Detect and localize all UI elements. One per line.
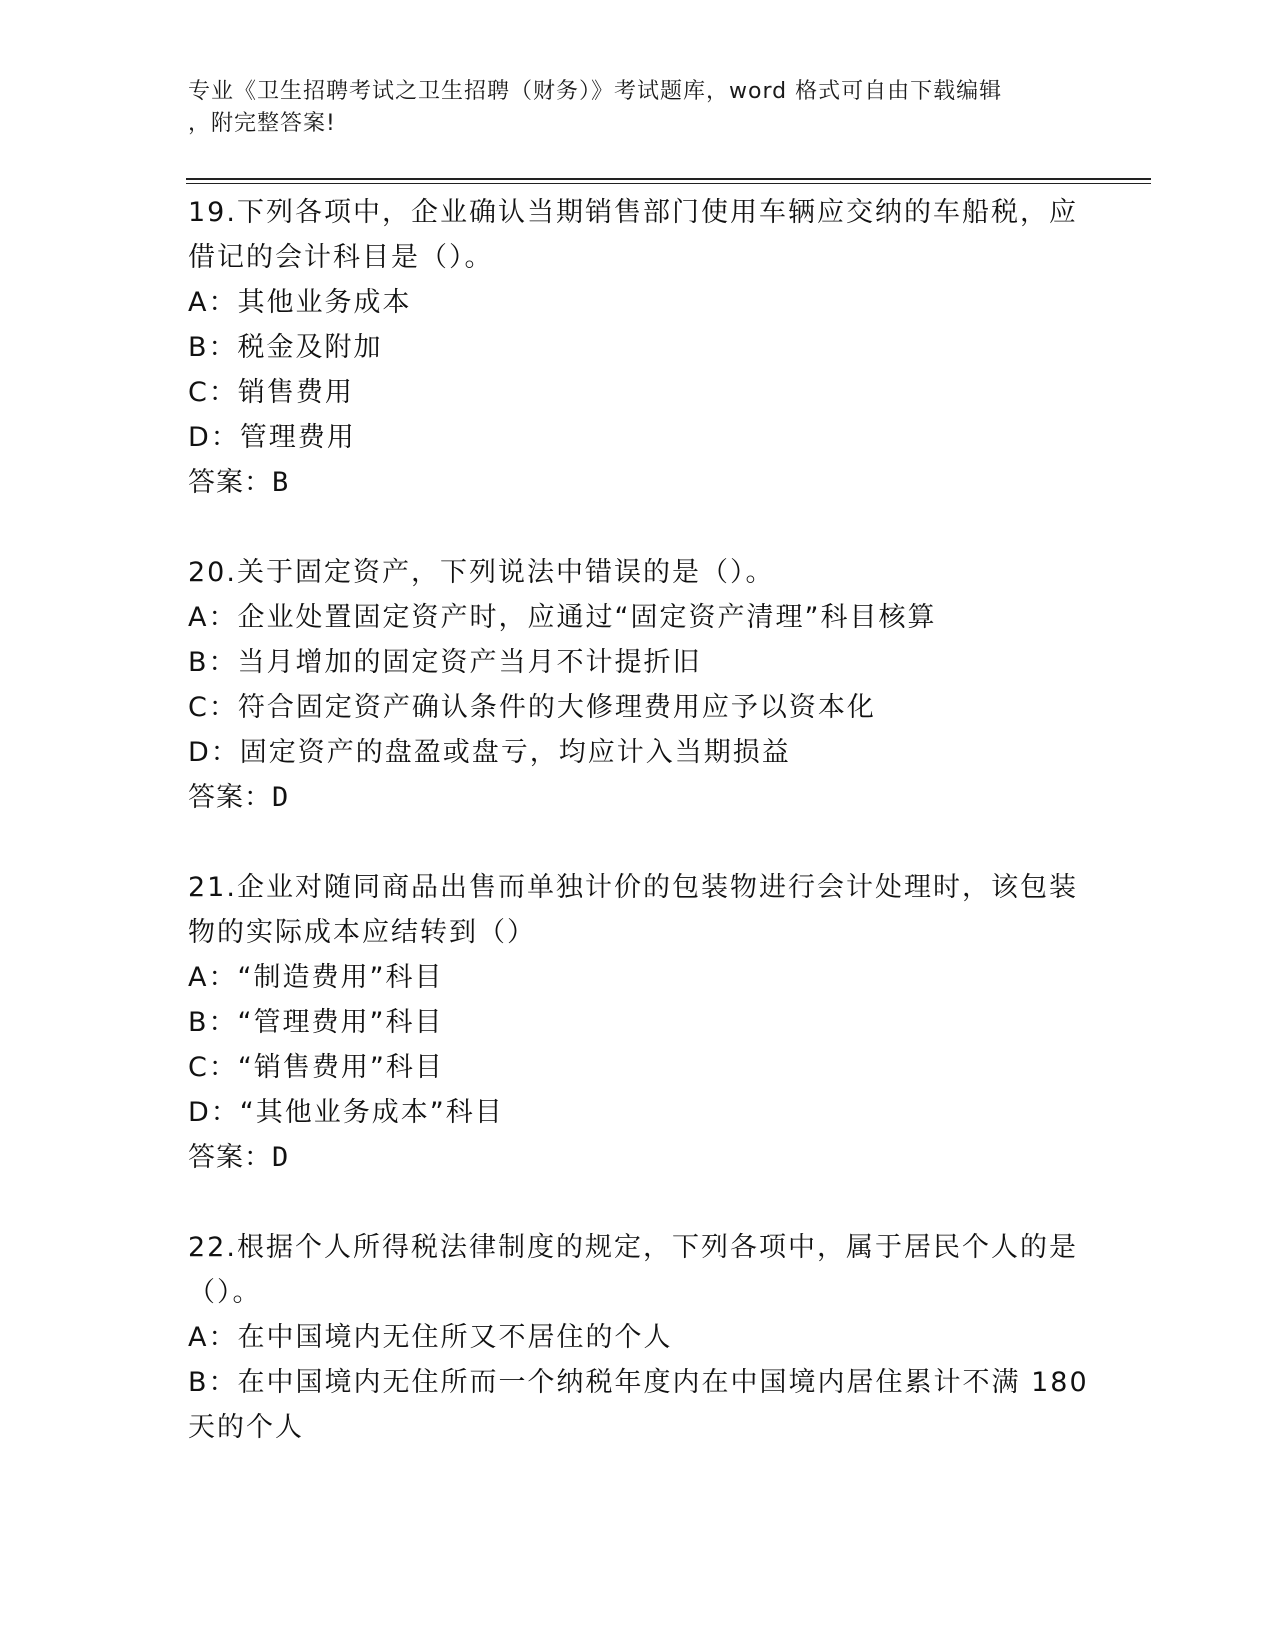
question-stem <box>188 550 1088 595</box>
document-header <box>188 76 1068 140</box>
stem-line: （）。 <box>188 1277 262 1308</box>
answer-value: D <box>272 782 290 813</box>
header-line-2: ，附完整答案! <box>188 111 336 136</box>
answer-value: B <box>272 467 290 498</box>
answer-row <box>188 460 1088 505</box>
option-a: A：其他业务成本 <box>188 287 412 318</box>
question-22 <box>188 1225 1088 1450</box>
question-stem <box>188 865 1088 955</box>
option-a: A：“制造费用”科目 <box>188 962 444 993</box>
question-stem <box>188 1225 1088 1315</box>
answer-row <box>188 1135 1088 1180</box>
header-line-1: 专业《卫生招聘考试之卫生招聘（财务）》考试题库，word 格式可自由下载编辑 <box>188 79 1003 104</box>
answer-value: D <box>272 1142 290 1173</box>
header-rule-thick <box>186 178 1151 180</box>
option-b: B：在中国境内无住所而一个纳税年度内在中国境内居住累计不满 180 <box>188 1367 1089 1398</box>
question-19 <box>188 190 1088 505</box>
option-d: D：固定资产的盘盈或盘亏，均应计入当期损益 <box>188 737 791 768</box>
option-c: C：“销售费用”科目 <box>188 1052 444 1083</box>
option-d: D：“其他业务成本”科目 <box>188 1097 504 1128</box>
option-b: B：“管理费用”科目 <box>188 1007 444 1038</box>
answer-label: 答案： <box>188 1142 272 1173</box>
stem-line: 21.企业对随同商品出售而单独计价的包装物进行会计处理时，该包装 <box>188 872 1078 903</box>
option-d: D：管理费用 <box>188 422 356 453</box>
option-a: A：企业处置固定资产时，应通过“固定资产清理”科目核算 <box>188 602 937 633</box>
question-20 <box>188 550 1088 820</box>
stem-line: 19.下列各项中，企业确认当期销售部门使用车辆应交纳的车船税，应 <box>188 197 1078 228</box>
option-b-continued: 天的个人 <box>188 1412 304 1443</box>
answer-label: 答案： <box>188 782 272 813</box>
stem-line: 借记的会计科目是（）。 <box>188 242 494 273</box>
answer-label: 答案： <box>188 467 272 498</box>
option-b: B：税金及附加 <box>188 332 383 363</box>
stem-line: 20.关于固定资产，下列说法中错误的是（）。 <box>188 557 775 588</box>
option-c: C：销售费用 <box>188 377 354 408</box>
question-list <box>188 190 1088 1495</box>
stem-line: 22.根据个人所得税法律制度的规定，下列各项中，属于居民个人的是 <box>188 1232 1078 1263</box>
question-21 <box>188 865 1088 1180</box>
option-a: A：在中国境内无住所又不居住的个人 <box>188 1322 673 1353</box>
answer-row <box>188 775 1088 820</box>
option-c: C：符合固定资产确认条件的大修理费用应予以资本化 <box>188 692 876 723</box>
question-stem <box>188 190 1088 280</box>
stem-line: 物的实际成本应结转到（） <box>188 917 536 948</box>
header-rule-thin <box>186 183 1151 184</box>
option-b: B：当月增加的固定资产当月不计提折旧 <box>188 647 702 678</box>
